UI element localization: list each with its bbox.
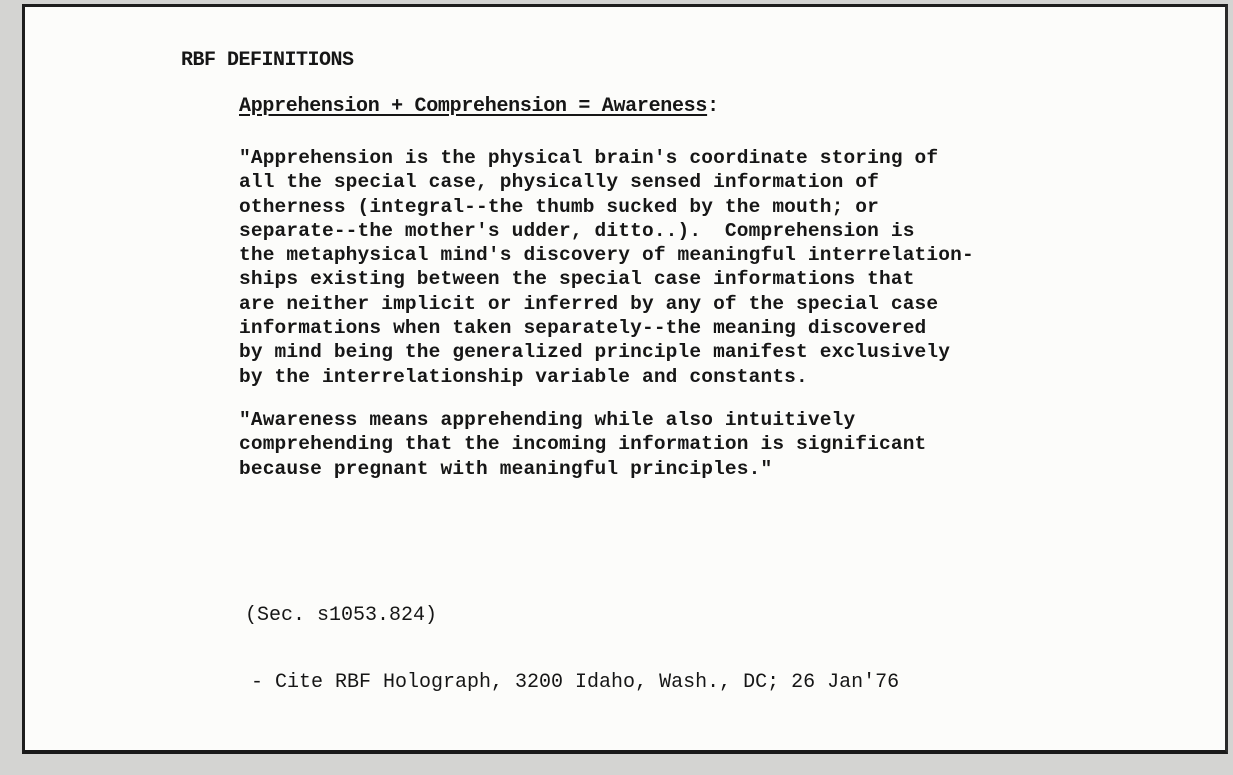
definition-title-colon: : (707, 95, 719, 118)
paragraph-line: otherness (integral--the thumb sucked by the mouth; or (239, 195, 880, 218)
document-card (22, 4, 1228, 754)
citation: - Cite RBF Holograph, 3200 Idaho, Wash., DC; 26 Jan'76 (251, 671, 900, 694)
paragraph-line: "Apprehension is the physical brain's coordinate storing of (239, 147, 939, 169)
paragraph-line: separate--the mother's udder, ditto..). Comprehension is (239, 219, 915, 242)
paragraph-line: comprehending that the incoming information is significant (239, 433, 927, 456)
paragraph-line: by mind being the generalized principle manifest exclusively (239, 341, 951, 364)
definition-title-text: Apprehension + Comprehension = Awareness (239, 95, 708, 118)
paragraph-line: informations when taken separately--the meaning discovered (239, 317, 927, 340)
paragraph-line: are neither implicit or inferred by any of the special case (239, 292, 939, 315)
definition-title (239, 95, 719, 118)
awareness-paragraph (239, 408, 926, 481)
document-heading: RBF DEFINITIONS (181, 49, 354, 72)
paragraph-line: all the special case, physically sensed information of (239, 171, 880, 194)
paragraph-line: "Awareness means apprehending while also intuitively (239, 409, 856, 431)
paragraph-line: the metaphysical mind's discovery of meaningful interrelation- (239, 244, 974, 267)
paragraph-line: ships existing between the special case informations that (239, 268, 915, 291)
apprehension-comprehension-paragraph (239, 146, 974, 389)
section-reference: (Sec. s1053.824) (245, 604, 438, 627)
paragraph-line: because pregnant with meaningful principles." (239, 457, 773, 480)
paragraph-line: by the interrelationship variable and constants. (239, 365, 808, 388)
